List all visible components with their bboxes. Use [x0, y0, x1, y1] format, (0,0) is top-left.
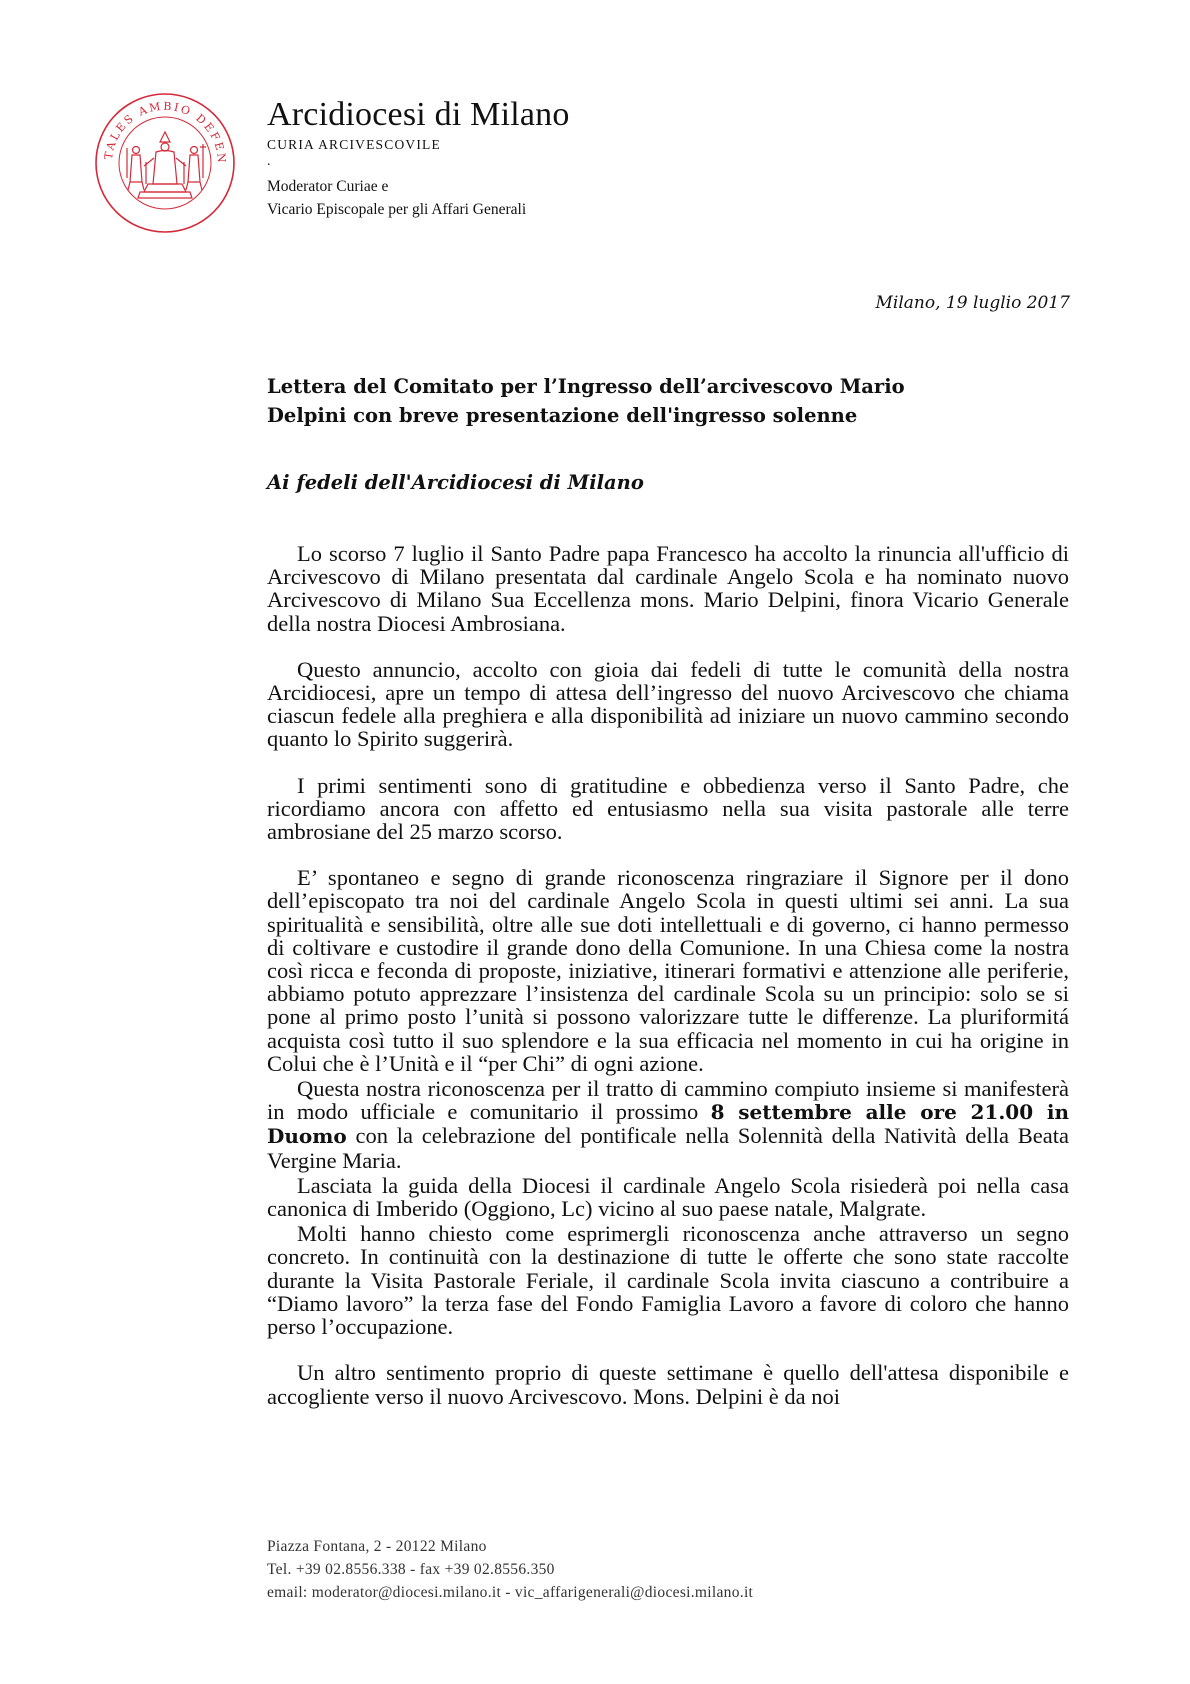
svg-text:TALES AMBIO DEFENSORES — [94, 92, 228, 165]
letterhead-title: Arcidiocesi di Milano — [267, 96, 570, 133]
letter-footer — [267, 1535, 753, 1604]
diocese-seal-logo — [94, 92, 236, 234]
letterhead-office-line-1: Moderator Curiae e — [267, 178, 389, 195]
body-paragraph: Lasciata la guida della Diocesi il cardinale Angelo Scola risiederà poi nella casa canonica di Imberido (Oggiono, Lc) vicino al suo paese natale, Malgrate. — [267, 1172, 1069, 1222]
footer-address: Piazza Fontana, 2 - 20122 Milano — [267, 1538, 487, 1555]
letter-body — [267, 542, 1069, 1408]
body-paragraph-celebration — [267, 1077, 1069, 1172]
celebration-date-bold: 8 settembre alle ore 21.00 in Duomo — [267, 1100, 1069, 1149]
letterhead — [267, 95, 867, 221]
footer-email: email: moderator@diocesi.milano.it - vic_affarigenerali@diocesi.milano.it — [267, 1584, 754, 1601]
letterhead-office-line-2: Vicario Episcopale per gli Affari Generali — [267, 201, 527, 218]
seal-motto: TALES AMBIO DEFEN — [102, 99, 229, 166]
letter-greeting: Ai fedeli dell'Arcidiocesi di Milano — [267, 471, 644, 494]
body-paragraph: Un altro sentimento proprio di queste settimane è quello dell'attesa disponibile e accogliente verso il nuovo Arcivescovo. Mons. Delpini è da noi — [267, 1360, 1069, 1409]
footer-phone: Tel. +39 02.8556.338 - fax +39 02.8556.350 — [267, 1561, 555, 1578]
letterhead-subtitle: CURIA ARCIVESCOVILE — [267, 137, 441, 152]
body-paragraph: Molti hanno chiesto come esprimergli riconoscenza anche attraverso un segno concreto. In continuità con la destinazione di tutte le offerte che sono state raccolte durante la Visita Pastorale Feriale, il cardinale Scola invita ciascuno a contribuire a “Diamo lavoro” la terza fase del Fondo Famiglia Lavoro a favore di coloro che hanno perso l’occupazione. — [267, 1221, 1069, 1340]
celebration-text-after: con la celebrazione del pontificale nella Solennità della Natività della Beata Vergine Maria. — [267, 1123, 1069, 1173]
celebration-text-before: Questa nostra riconoscenza per il tratto di cammino compiuto insieme si manifesterà in modo ufficiale e comunitario il prossimo — [267, 1076, 1069, 1125]
body-paragraph: E’ spontaneo e segno di grande riconoscenza ringraziare il Signore per il dono dell’episcopato tra noi del cardinale Angelo Scola in questi ultimi sei anni. La sua spiritualità e sensibilità, oltre alle sue doti intellettuali e di governo, ci hanno permesso di coltivare e custodire il grande dono della Comunione. In una Chiesa come la nostra così ricca e feconda di proposte, iniziative, itinerari formativi e attenzione alle periferie, abbiamo potuto apprezzare l’insistenza del cardinale Scola su un principio: solo se si pone al primo posto l’unità si possono valorizzare tutte le differenze. La pluriformitá acquista così tutto il suo splendore e la sua efficacia nel momento in cui ha origine in Colui che è l’Unità e il “per Chi” di ogni azione. — [267, 865, 1069, 1076]
body-paragraph: Questo annuncio, accolto con gioia dai fedeli di tutte le comunità della nostra Arcidiocesi, apre un tempo di attesa dell’ingresso del nuovo Arcivescovo che chiama ciascun fedele alla preghiera e alla disponibilità ad iniziare un nuovo cammino secondo quanto lo Spirito suggerirà. — [267, 656, 1069, 752]
body-paragraph: I primi sentimenti sono di gratitudine e obbedienza verso il Santo Padre, che ricordiamo ancora con affetto ed entusiasmo nella sua visita pastorale alle terre ambrosiane del 25 marzo scorso. — [267, 772, 1069, 845]
letter-date: Milano, 19 luglio 2017 — [875, 293, 1070, 313]
letterhead-dot: . — [267, 154, 271, 169]
body-paragraph: Lo scorso 7 luglio il Santo Padre papa Francesco ha accolto la rinuncia all'ufficio di Arcivescovo di Milano presentata dal cardinale Angelo Scola e ha nominato nuovo Arcivescovo di Milano Sua Eccellenza mons. Mario Delpini, finora Vicario Generale della nostra Diocesi Ambrosiana. — [267, 541, 1069, 636]
letter-subject: Lettera del Comitato per l’Ingresso dell’arcivescovo Mario Delpini con breve presentazione dell'ingresso solenne — [267, 375, 905, 427]
